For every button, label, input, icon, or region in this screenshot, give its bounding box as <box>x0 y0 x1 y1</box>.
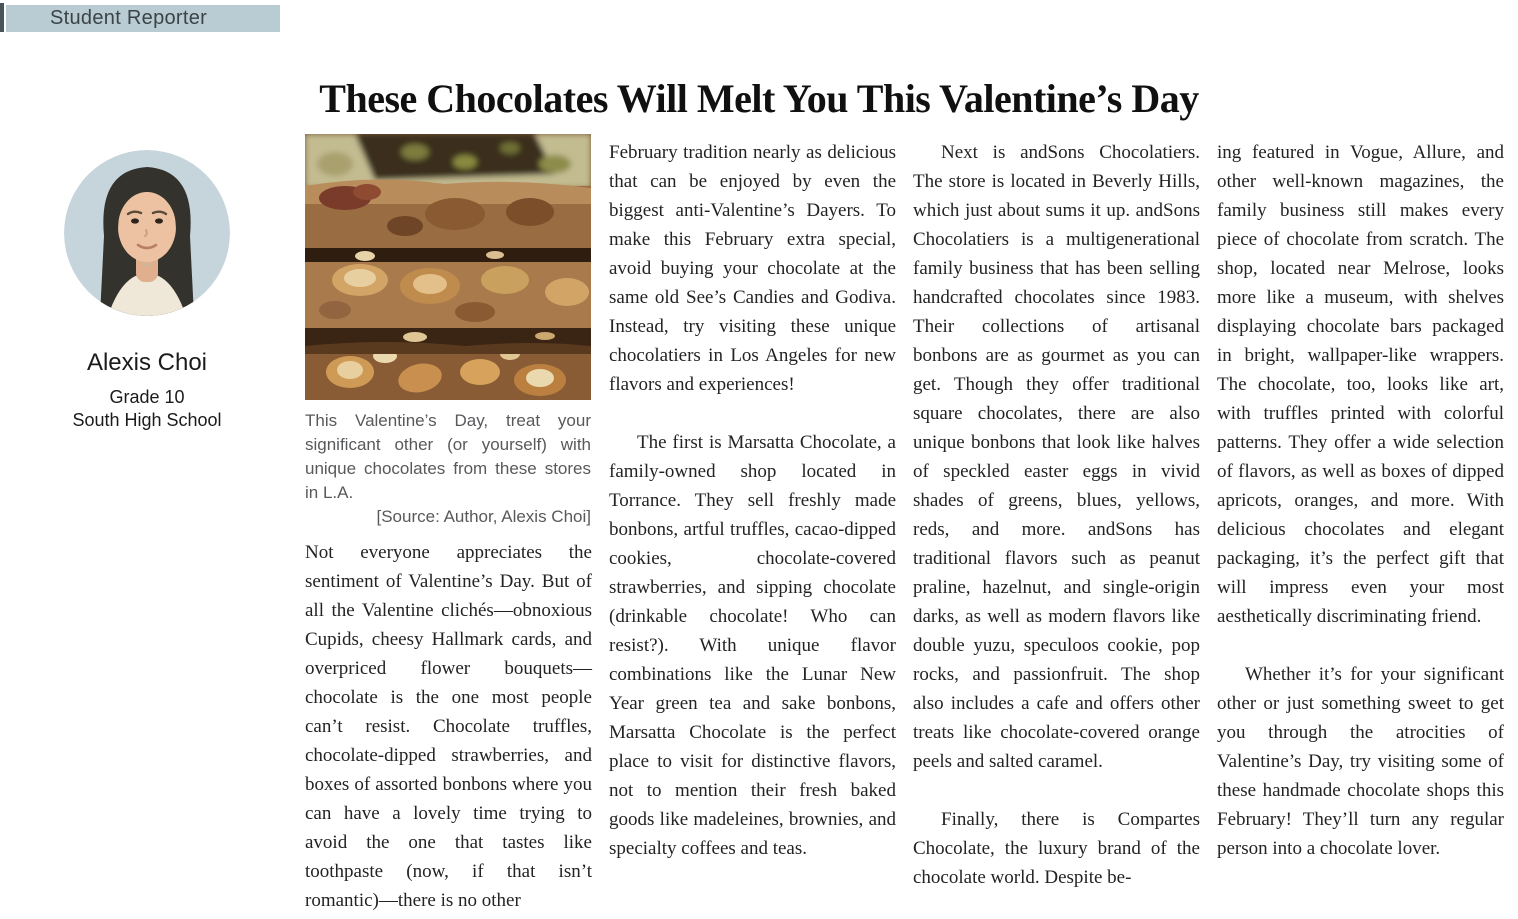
author-grade: Grade 10 <box>109 387 185 407</box>
page-title: These Chocolates Will Melt You This Valentine’s Day <box>319 75 1199 121</box>
section-kicker <box>6 5 280 32</box>
article-paragraph: Finally, there is Compartes Chocolate, the luxury brand of the chocolate world. Despite be- <box>913 809 1200 888</box>
article-paragraph: Whether it’s for your significant other or just something sweet to get you through the atrocities of Valentine’s Day, try visiting some of these handmade chocolate shops this February! They’ll turn any regular person into a chocolate lover. <box>1217 664 1504 859</box>
article-column-2 <box>609 138 896 863</box>
section-kicker-label: Student Reporter <box>50 7 208 29</box>
article-photo <box>305 134 591 400</box>
article-paragraph: ing featured in Vogue, Allure, and other well-known magazines, the family business still makes every piece of chocolate from scratch. The shop, located near Melrose, looks more like a museum, with shelves displaying chocolate bars packaged in bright, wallpaper-like wrappers. The chocolate, too, looks like art, with truffles printed with colorful patterns. They offer a wide selection of flavors, as well as boxes of dipped apricots, oranges, and more. With delicious chocolates and elegant packaging, it’s the perfect gift that will impress even your most aesthetically discriminating friend. <box>1217 142 1504 627</box>
article-paragraph: The first is Marsatta Chocolate, a family-owned shop located in Torrance. They sell freshly made bonbons, artful truffles, cacao-dipped cookies, chocolate-covered strawberries, and sipping chocolate (drinkable chocolate! Who can resist?). With unique flavor combinations like the Lunar New Year green tea and sake bonbons, Marsatta Chocolate is the perfect place to visit for distinctive flavors, not to mention their fresh baked goods like madeleines, brownies, and specialty coffees and teas. <box>609 432 896 859</box>
author-school: South High School <box>72 410 222 430</box>
author-card <box>28 150 266 432</box>
figure-caption: This Valentine’s Day, treat your significant other (or yourself) with unique chocolates from these stores in L.A. <box>305 411 591 502</box>
article-paragraph: Not everyone appreciates the sentiment of Valentine’s Day. But of all the Valentine clichés—obnoxious Cupids, cheesy Hallmark cards, and overpriced flower bouquets—chocolate is the one most people can’t resist. Chocolate truffles, chocolate-dipped strawberries, and boxes of assorted bonbons where you can have a lovely time trying to avoid the one that tastes like toothpaste (now, if that isn’t romantic)—there is no other <box>305 542 592 911</box>
author-name: Alexis Choi <box>86 349 208 376</box>
article-paragraph: Next is andSons Chocolatiers. The store is located in Beverly Hills, which just about sums it up. andSons Chocolatiers is a multigenerational family business that has been selling handcrafted chocolates since 1983. Their collections of artisanal bonbons are as gourmet as you can get. Though they offer traditional square chocolates, there are also unique bonbons that look like halves of speckled easter eggs in vivid shades of greens, blues, yellows, reds, and more. andSons has traditional flavors such as peanut praline, hazelnut, and single-origin darks, as well as modern flavors like double yuzu, speculoos cookie, pop rocks, and passionfruit. The shop also includes a cafe and offers other treats like chocolate-covered orange peels and salted caramel. <box>913 142 1200 772</box>
article-column-4 <box>1217 138 1504 863</box>
author-portrait-illustration <box>64 150 230 316</box>
article-column-3 <box>913 138 1200 892</box>
page-edge-mark <box>0 3 4 32</box>
figure-source-credit: [Source: Author, Alexis Choi] <box>376 507 591 526</box>
article-column-1 <box>305 538 592 915</box>
article-figure <box>305 134 591 529</box>
article-paragraph: February tradition nearly as delicious that can be enjoyed by even the biggest anti-Valentine’s Dayers. To make this February extra special, avoid buying your chocolate at the same old See’s Candies and Godiva. Instead, try visiting these unique chocolatiers in Los Angeles for new flavors and experiences! <box>609 142 896 395</box>
author-photo <box>64 150 230 316</box>
